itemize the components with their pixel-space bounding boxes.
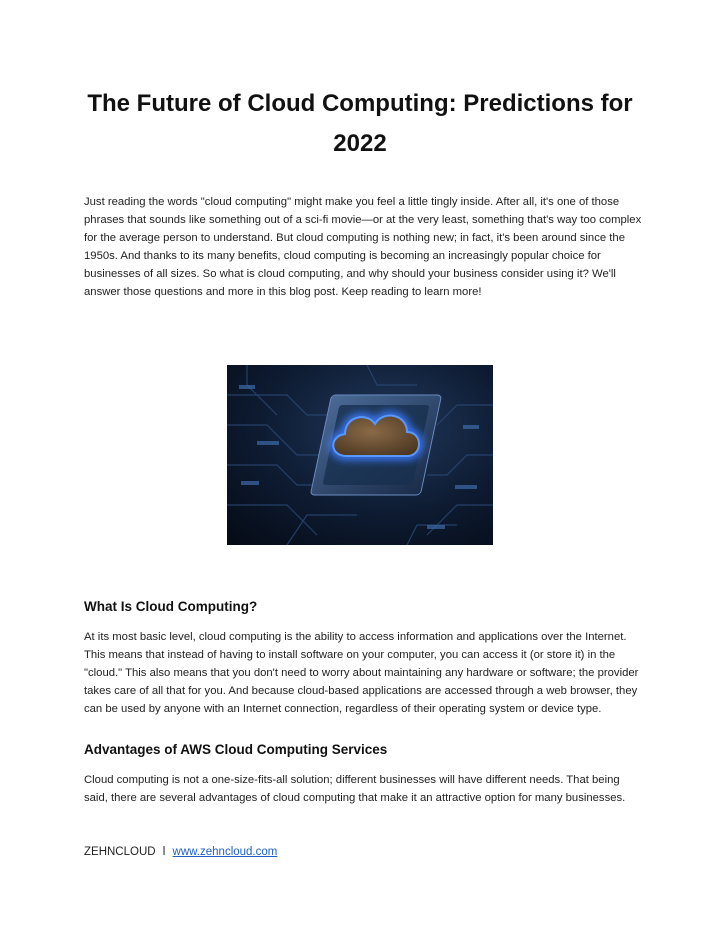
section-heading-advantages: Advantages of AWS Cloud Computing Services bbox=[84, 742, 388, 757]
cloud-chip-image bbox=[227, 365, 493, 545]
section-body-advantages: Cloud computing is not a one-size-fits-all solution; different businesses will have different needs. That being said, there are several advantages of cloud computing that make it an attractive option for many businesses. bbox=[84, 774, 626, 804]
intro-paragraph: Just reading the words "cloud computing" might make you feel a little tingly inside. After all, it's one of those phrases that sounds like something out of a sci-fi movie—or at the very least, something that's way too complex for the average person to understand. But cloud computing is nothing new; in fact, it's been around since the 1950s. And thanks to its many benefits, cloud computing is becoming an increasingly popular choice for businesses of all sizes. So what is cloud computing, and why should your business consider using it? We'll answer those questions and more in this blog post. Keep reading to learn more! bbox=[84, 196, 642, 298]
section-body-what-is-cloud: At its most basic level, cloud computing is the ability to access information and applications over the Internet. This means that instead of having to install software on your computer, you can access it (or store it) in the "cloud." This also means that you don't need to worry about maintaining any hardware or software; the provider takes care of all that for you. And because cloud-based applications are accessed through a web browser, they can be used by anyone with an Internet connection, regardless of their operating system or device type. bbox=[84, 631, 639, 715]
page-footer bbox=[84, 846, 277, 858]
section-heading-what-is-cloud: What Is Cloud Computing? bbox=[84, 599, 258, 614]
footer-website-link[interactable]: www.zehncloud.com bbox=[172, 846, 278, 858]
footer-separator: l bbox=[162, 846, 166, 858]
footer-brand: ZEHNCLOUD bbox=[84, 846, 156, 858]
page-title: The Future of Cloud Computing: Predictions for 2022 bbox=[87, 90, 633, 157]
